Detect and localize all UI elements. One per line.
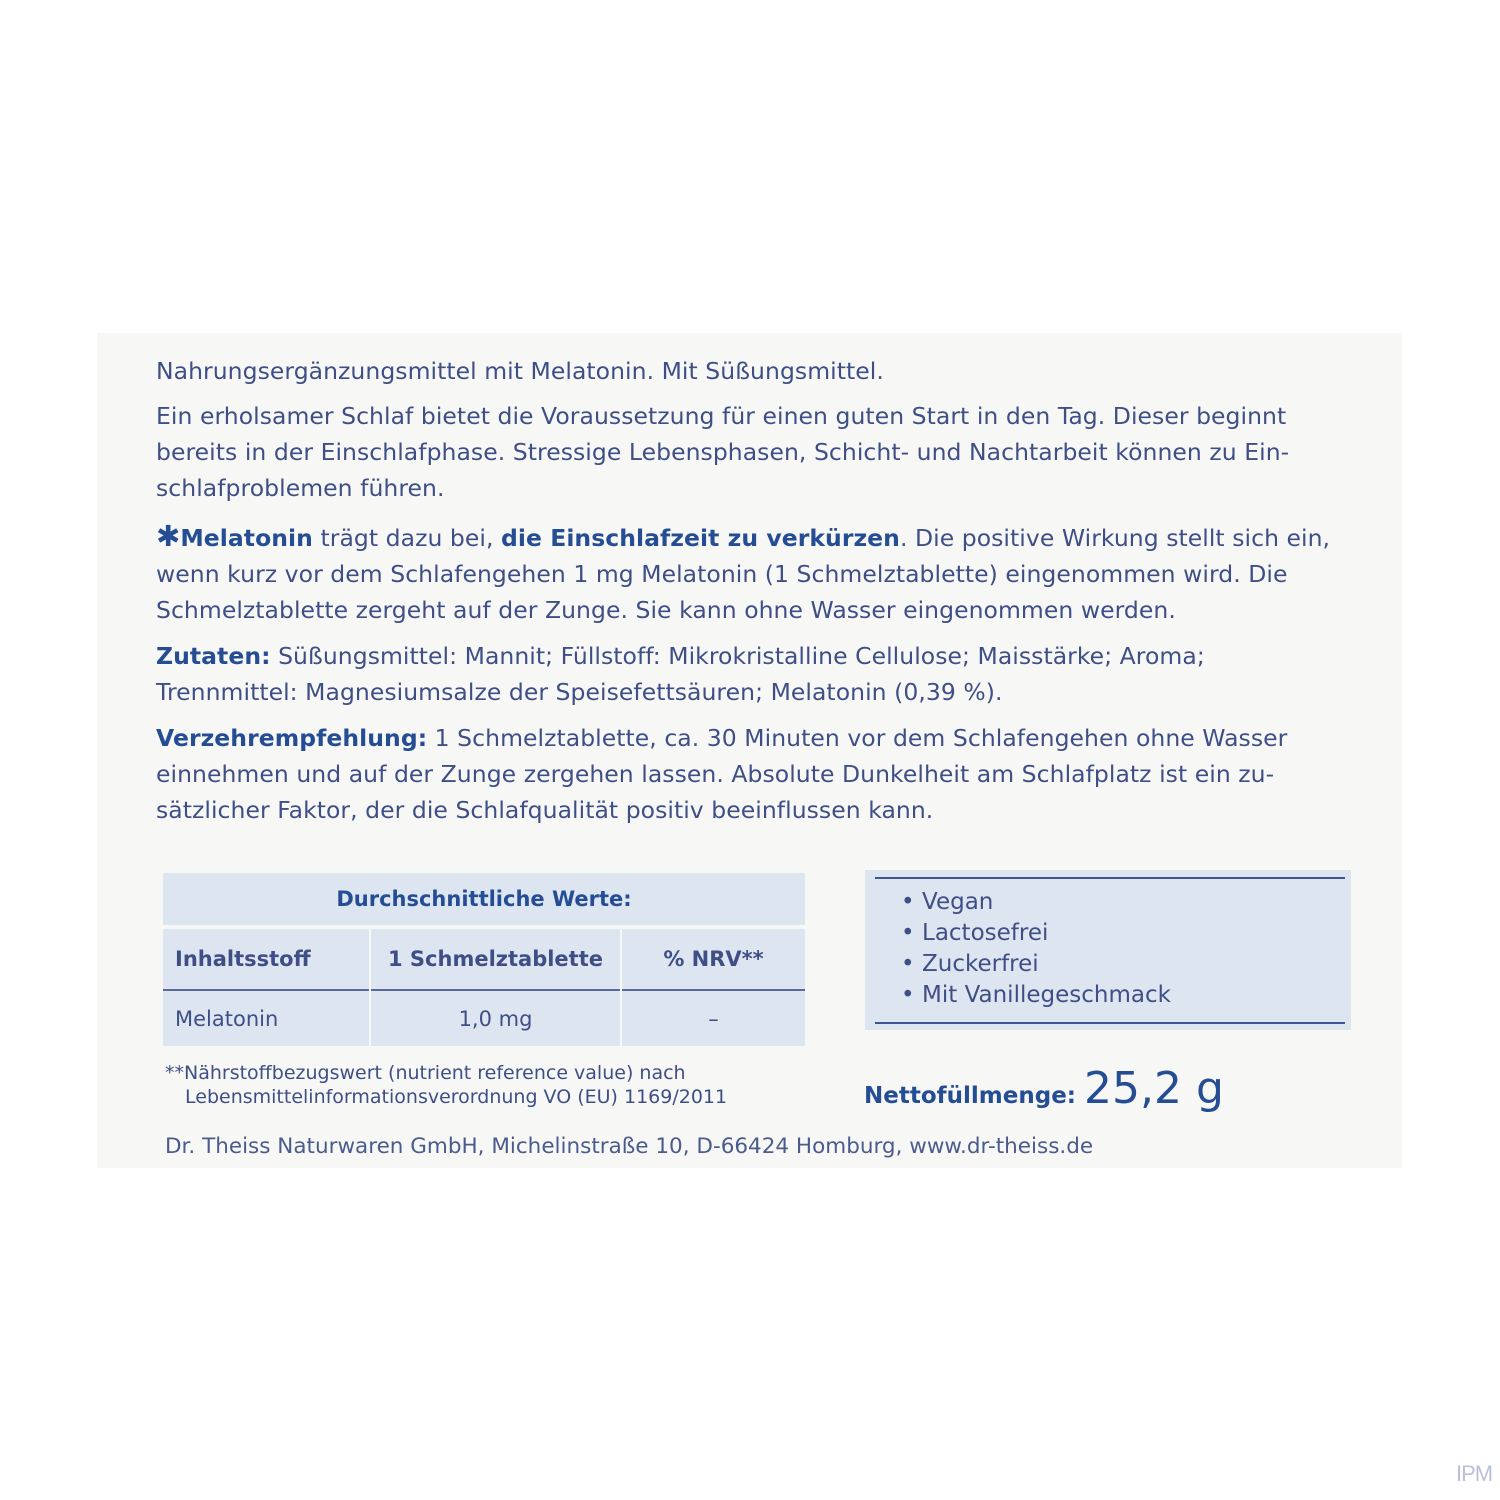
features-list (865, 887, 1171, 1011)
asterisk-icon: ✱ (156, 519, 181, 553)
claim-line-2: wenn kurz vor dem Schlafengehen 1 mg Melatonin (1 Schmelztablette) eingenommen wird. Die (156, 560, 1288, 588)
footnote-line-2: Lebensmittelinformationsverordnung VO (EU) 1169/2011 (185, 1086, 728, 1108)
nutrition-table-title: Durchschnittliche Werte: (163, 873, 805, 925)
feature-item: • Zuckerfrei (901, 951, 1039, 977)
feature-label: Lactosefrei (922, 920, 1049, 946)
feature-label: Zuckerfrei (922, 951, 1039, 977)
net-quantity (864, 1063, 1224, 1114)
intro-line: Nahrungsergänzungsmittel mit Melatonin. Mit Süßungsmittel. (156, 357, 884, 385)
manufacturer-address: Dr. Theiss Naturwaren GmbH, Michelinstraße 10, D-66424 Homburg, www.dr-theiss.de (165, 1134, 1094, 1159)
claim-line-3: Schmelztablette zergeht auf der Zunge. Sie kann ohne Wasser eingenommen werden. (156, 596, 1176, 624)
features-box (865, 870, 1351, 1030)
header-nrv: % NRV** (663, 947, 764, 971)
cell-nrv: – (708, 1007, 719, 1031)
feature-item: • Lactosefrei (901, 920, 1049, 946)
description-line-1: Ein erholsamer Schlaf bietet die Voraussetzung für einen guten Start in den Tag. Dieser beginnt (156, 402, 1287, 430)
ingredients-line-1: Süßungsmittel: Mannit; Füllstoff: Mikrokristalline Cellulose; Maisstärke; Aroma; (270, 642, 1205, 670)
recommendation-label: Verzehrempfehlung: (156, 724, 428, 752)
nrv-footnote (165, 1061, 727, 1109)
claim-bold-effect: die Einschlafzeit zu verkürzen (501, 524, 900, 552)
nutrition-table (163, 873, 805, 1046)
footnote-line-1: **Nährstoffbezugswert (nutrient reference value) nach (165, 1062, 686, 1084)
recommendation-line-3: sätzlicher Faktor, der die Schlafqualität positiv beeinflussen kann. (156, 796, 934, 824)
recommendation-line-1: 1 Schmelztablette, ca. 30 Minuten vor dem Schlafengehen ohne Wasser (427, 724, 1288, 752)
header-ingredient: Inhaltsstoff (175, 947, 311, 971)
feature-item: • Mit Vanillegeschmack (901, 982, 1171, 1008)
claim-bold-melatonin: Melatonin (180, 524, 313, 552)
features-rule-top (875, 877, 1345, 879)
recommendation-line-2: einnehmen und auf der Zunge zergehen lassen. Absolute Dunkelheit am Schlafplatz ist ein zu- (156, 760, 1275, 788)
claim-text (156, 518, 1376, 628)
cell-amount: 1,0 mg (458, 1007, 533, 1031)
ingredients-line-2: Trennmittel: Magnesiumsalze der Speisefettsäuren; Melatonin (0,39 %). (156, 678, 1003, 706)
description-line-2: bereits in der Einschlafphase. Stressige Lebensphasen, Schicht- und Nachtarbeit können zu Ein- (156, 438, 1290, 466)
description-text (156, 398, 1376, 506)
feature-item: • Vegan (901, 889, 994, 915)
ingredients-text (156, 638, 1376, 710)
feature-label: Mit Vanillegeschmack (922, 982, 1171, 1008)
claim-text-2: . Die positive Wirkung stellt sich ein, (899, 524, 1331, 552)
ingredients-label: Zutaten: (156, 642, 271, 670)
intro-text (156, 353, 1376, 389)
cell-ingredient: Melatonin (175, 1007, 279, 1031)
features-rule-bottom (875, 1022, 1345, 1024)
net-quantity-label: Nettofüllmenge: (864, 1083, 1076, 1109)
svg-text:IPM: IPM (1456, 1461, 1492, 1486)
claim-text-1: trägt dazu bei, (312, 524, 502, 552)
label-panel (97, 333, 1402, 1168)
description-line-3: schlafproblemen führen. (156, 474, 445, 502)
header-per-tablet: 1 Schmelztablette (388, 947, 603, 971)
feature-label: Vegan (922, 889, 994, 915)
net-quantity-value: 25,2 g (1084, 1063, 1224, 1114)
recommendation-text (156, 720, 1376, 828)
ipm-logo-icon (1456, 1453, 1492, 1489)
